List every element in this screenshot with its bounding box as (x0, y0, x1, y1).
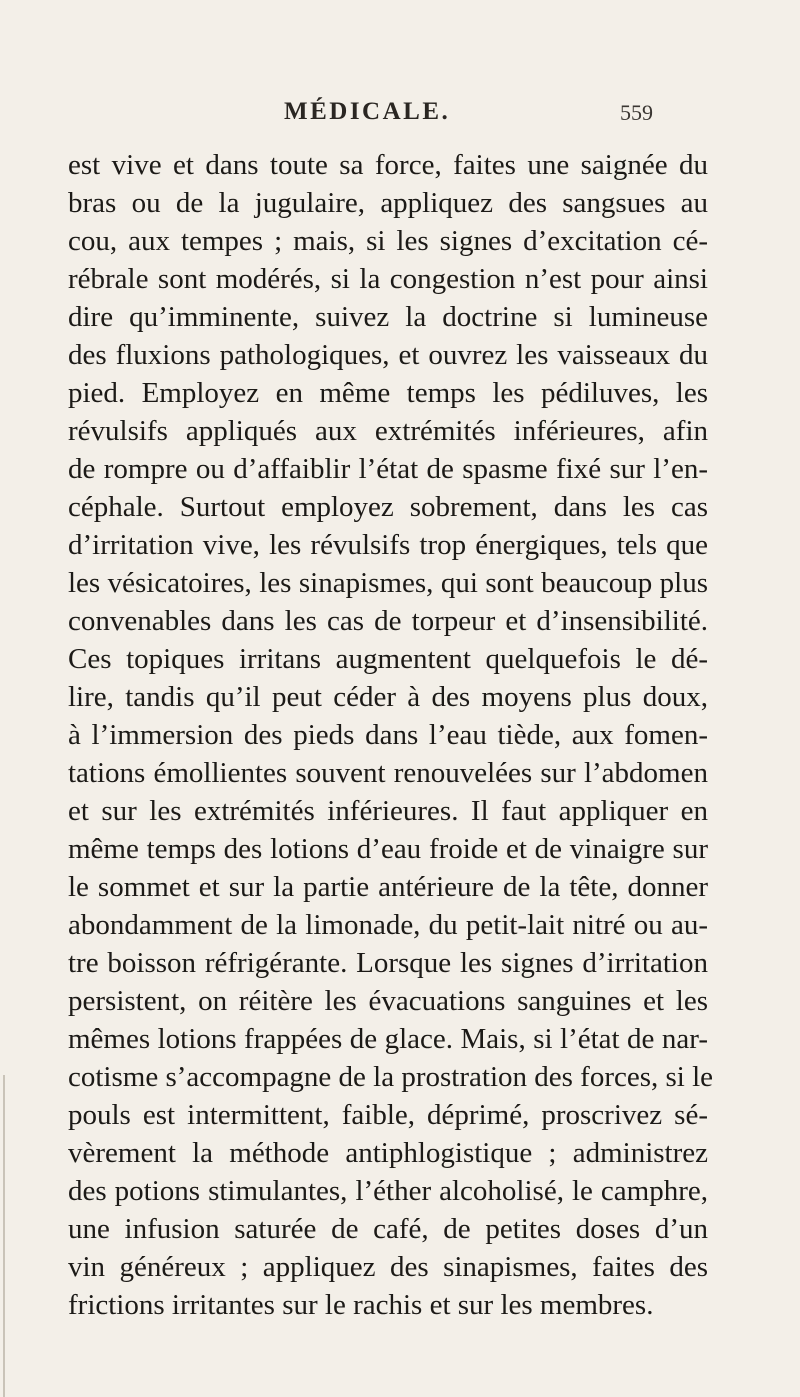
text-line: le sommet et sur la partie antérieure de la tête, donner (68, 871, 708, 903)
text-line: même temps des lotions d’eau froide et de vinaigre sur (68, 833, 708, 865)
text-line: à l’immersion des pieds dans l’eau tiède, aux fomen- (68, 719, 708, 751)
text-line: mêmes lotions frappées de glace. Mais, si l’état de nar- (68, 1023, 708, 1055)
page-edge-shadow (3, 1075, 5, 1397)
running-title: MÉDICALE. (284, 98, 451, 125)
text-line: des fluxions pathologiques, et ouvrez les vaisseaux du (68, 339, 708, 371)
text-line: est vive et dans toute sa force, faites une saignée du (68, 149, 708, 181)
text-line: une infusion saturée de café, de petites doses d’un (68, 1213, 708, 1245)
text-line: cou, aux tempes ; mais, si les signes d’excitation cé- (68, 225, 708, 257)
text-line: de rompre ou d’affaiblir l’état de spasme fixé sur l’en- (68, 453, 708, 485)
text-line: tations émollientes souvent renouvelées sur l’abdomen (68, 757, 708, 789)
running-head (0, 98, 800, 134)
text-line: vèrement la méthode antiphlogistique ; administrez (68, 1137, 708, 1169)
text-line: bras ou de la jugulaire, appliquez des sangsues au (68, 187, 708, 219)
text-line: Ces topiques irritans augmentent quelquefois le dé- (68, 643, 708, 675)
text-line: des potions stimulantes, l’éther alcoholisé, le camphre, (68, 1175, 708, 1207)
text-line: et sur les extrémités inférieures. Il faut appliquer en (68, 795, 708, 827)
text-line: rébrale sont modérés, si la congestion n’est pour ainsi (68, 263, 708, 295)
text-line: convenables dans les cas de torpeur et d’insensibilité. (68, 605, 708, 637)
text-line: céphale. Surtout employez sobrement, dans les cas (68, 491, 708, 523)
text-line: abondamment de la limonade, du petit-lait nitré ou au- (68, 909, 708, 941)
text-line: lire, tandis qu’il peut céder à des moyens plus doux, (68, 681, 708, 713)
text-line: tre boisson réfrigérante. Lorsque les signes d’irritation (68, 947, 708, 979)
text-line: dire qu’imminente, suivez la doctrine si lumineuse (68, 301, 708, 333)
page-number: 559 (620, 100, 653, 125)
text-line: pouls est intermittent, faible, déprimé, proscrivez sé- (68, 1099, 708, 1131)
text-line: d’irritation vive, les révulsifs trop énergiques, tels que (68, 529, 708, 561)
text-line: cotisme s’accompagne de la prostration des forces, si le (68, 1061, 714, 1093)
text-line: les vésicatoires, les sinapismes, qui sont beaucoup plus (68, 567, 708, 599)
text-line: persistent, on réitère les évacuations sanguines et les (68, 985, 708, 1017)
text-line: frictions irritantes sur le rachis et sur les membres. (68, 1289, 654, 1321)
text-line: pied. Employez en même temps les pédiluves, les (68, 377, 708, 409)
text-line: vin généreux ; appliquez des sinapismes, faites des (68, 1251, 708, 1283)
text-line: révulsifs appliqués aux extrémités inférieures, afin (68, 415, 708, 447)
